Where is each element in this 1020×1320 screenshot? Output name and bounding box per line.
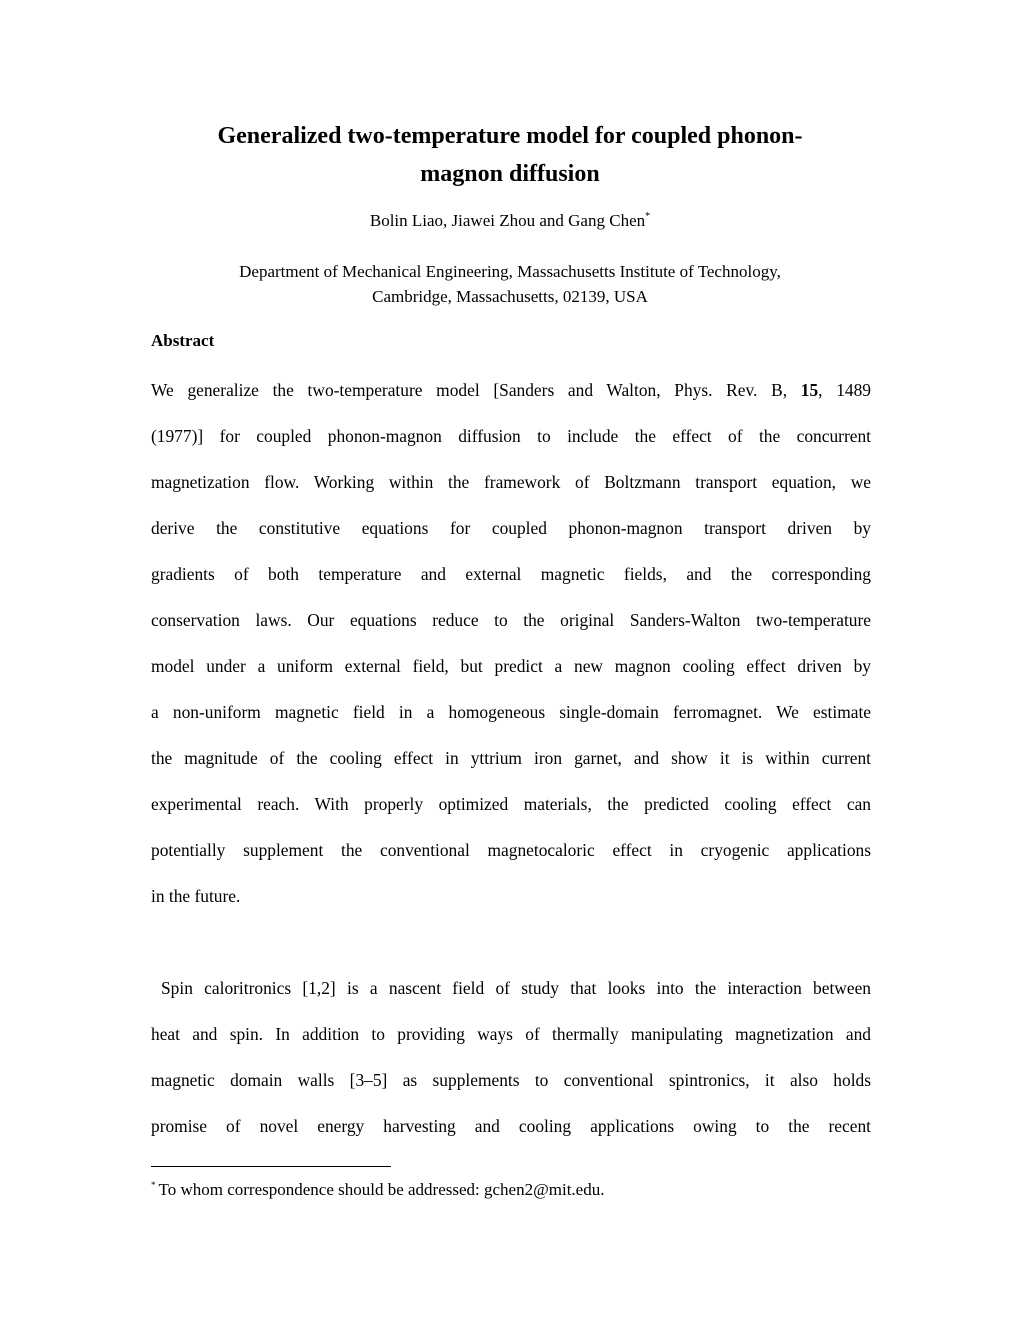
abstract-line: conservation laws. Our equations reduce to the original Sanders-Walton two-temperature	[151, 610, 871, 630]
footnote	[151, 1178, 604, 1202]
abstract-line: potentially supplement the conventional magnetocaloric effect in cryogenic applications	[151, 840, 871, 860]
footnote-text: To whom correspondence should be addressed: gchen2@mit.edu.	[158, 1180, 605, 1199]
abstract-heading: Abstract	[151, 331, 215, 350]
affiliation-line-1: Department of Mechanical Engineering, Massachusetts Institute of Technology,	[239, 262, 781, 281]
body-line: heat and spin. In addition to providing ways of thermally manipulating magnetization and	[151, 1024, 871, 1044]
affiliation-line-2: Cambridge, Massachusetts, 02139, USA	[372, 287, 648, 306]
corresponding-author-mark: *	[645, 211, 651, 222]
journal-volume: 15	[800, 380, 819, 400]
footnote-separator	[151, 1166, 391, 1167]
abstract-line: in the future.	[151, 886, 241, 906]
footnote-mark: *	[151, 1180, 156, 1190]
abstract-line	[151, 378, 871, 424]
affiliation	[150, 259, 870, 309]
abstract-line: derive the constitutive equations for coupled phonon-magnon transport driven by	[151, 518, 871, 538]
body-paragraph	[151, 976, 871, 1160]
journal-page: , 1489	[818, 380, 871, 400]
paper-title	[150, 117, 870, 193]
body-line: magnetic domain walls [3–5] as supplements to conventional spintronics, it also holds	[151, 1070, 871, 1090]
abstract-line-text: We generalize the two-temperature model [Sanders and Walton, Phys. Rev. B,	[151, 380, 801, 400]
title-line-1: Generalized two-temperature model for coupled phonon-	[217, 123, 803, 149]
abstract-line: the magnitude of the cooling effect in yttrium iron garnet, and show it is within current	[151, 748, 871, 768]
abstract-body	[151, 378, 871, 930]
abstract-line: experimental reach. With properly optimized materials, the predicted cooling effect can	[151, 794, 871, 814]
abstract-line: (1977)] for coupled phonon-magnon diffusion to include the effect of the concurrent	[151, 426, 871, 446]
abstract-line: a non-uniform magnetic field in a homogeneous single-domain ferromagnet. We estimate	[151, 702, 871, 722]
abstract-line: magnetization flow. Working within the framework of Boltzmann transport equation, we	[151, 472, 871, 492]
title-line-2: magnon diffusion	[420, 161, 600, 187]
abstract-line: model under a uniform external field, but predict a new magnon cooling effect driven by	[151, 656, 871, 676]
author-list	[150, 209, 870, 233]
abstract-line: gradients of both temperature and external magnetic fields, and the corresponding	[151, 564, 871, 584]
body-line: Spin caloritronics [1,2] is a nascent field of study that looks into the interaction between	[161, 978, 871, 998]
authors-text: Bolin Liao, Jiawei Zhou and Gang Chen	[369, 211, 646, 230]
body-line: promise of novel energy harvesting and cooling applications owing to the recent	[151, 1116, 871, 1136]
